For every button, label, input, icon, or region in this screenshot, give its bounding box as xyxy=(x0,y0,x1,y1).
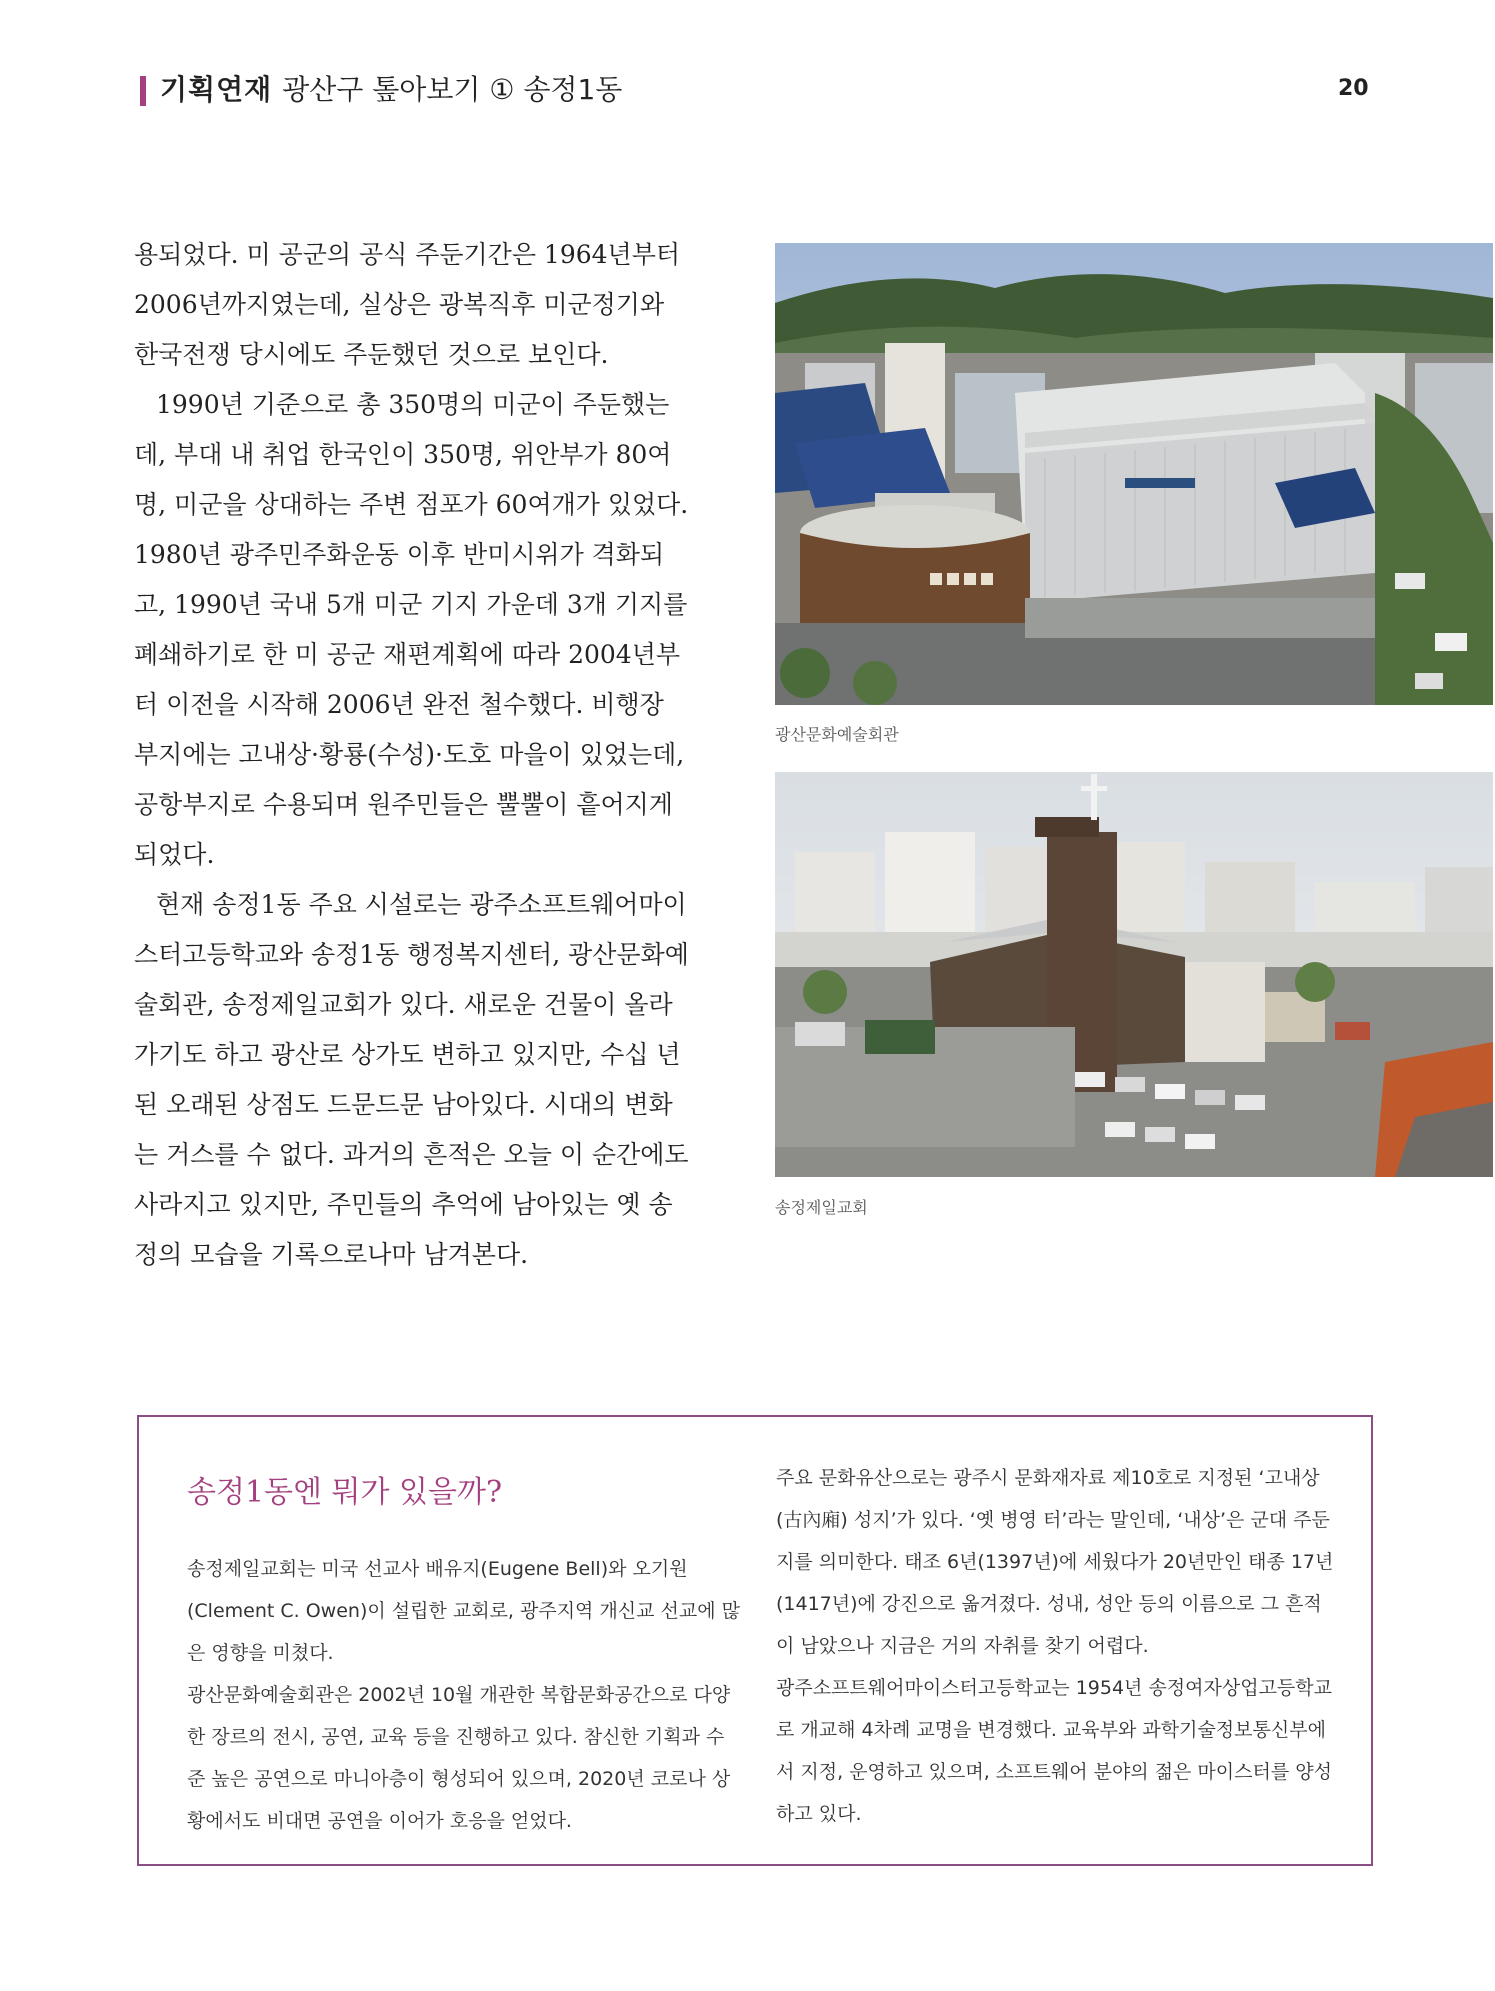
photo-arts-center xyxy=(775,243,1493,705)
article-paragraph-2: 1990년 기준으로 총 350명의 미군이 주둔했는데, 부대 내 취업 한국인이 350명, 위안부가 80여명, 미군을 상대하는 주변 점포가 60여개가 있었다. 1980년 광주민주화운동 이후 반미시위가 격화되고, 1990년 국내 5개 미군 기지 가운데 3개 기지를 폐쇄하기로 한 미 공군 재편계획에 따라 2004년부터 이전을 시작해 2006년 완전 철수했다. 비행장 부지에는 고내상·황룡(수성)·도호 마을이 있었는데, 공항부지로 수용되며 원주민들은 뿔뿔이 흩어지게 되었다. xyxy=(134,390,689,869)
photo-caption-church: 송정제일교회 xyxy=(775,1198,868,1217)
article-paragraph-1: 용되었다. 미 공군의 공식 주둔기간은 1964년부터 2006년까지였는데, 실상은 광복직후 미군정기와 한국전쟁 당시에도 주둔했던 것으로 보인다. xyxy=(134,240,681,369)
series-title: 광산구 톺아보기 ① 송정1동 xyxy=(282,73,623,106)
series-label: 기획연재 xyxy=(160,73,273,106)
info-paragraph: 광주소프트웨어마이스터고등학교는 1954년 송정여자상업고등학교로 개교해 4차례 교명을 변경했다. 교육부와 과학기술정보통신부에서 지정, 운영하고 있으며, 소프트웨어 분야의 젊은 마이스터를 양성하고 있다. xyxy=(776,1677,1332,1825)
photo-church xyxy=(775,772,1493,1177)
info-paragraph: 송정제일교회는 미국 선교사 배유지(Eugene Bell)와 오기원(Clement C. Owen)이 설립한 교회로, 광주지역 개신교 선교에 많은 영향을 미쳤다. xyxy=(187,1558,741,1664)
header-accent-bar xyxy=(140,76,146,106)
article-paragraph-3: 현재 송정1동 주요 시설로는 광주소프트웨어마이스터고등학교와 송정1동 행정복지센터, 광산문화예술회관, 송정제일교회가 있다. 새로운 건물이 올라가기도 하고 광산로 상가도 변하고 있지만, 수십 년 된 오래된 상점도 드문드문 남아있다. 시대의 변화는 거스를 수 없다. 과거의 흔적은 오늘 이 순간에도 사라지고 있지만, 주민들의 추억에 남아있는 옛 송정의 모습을 기록으로나마 남겨본다. xyxy=(134,890,689,1269)
info-box xyxy=(137,1415,1373,1866)
info-box-left-column xyxy=(187,1548,742,1842)
info-paragraph: 주요 문화유산으로는 광주시 문화재자료 제10호로 지정된 ‘고내상(古內廂) 성지’가 있다. ‘옛 병영 터’라는 말인데, ‘내상’은 군대 주둔지를 의미한다. 태조 6년(1397년)에 세웠다가 20년만인 태종 17년(1417년)에 강진으로 옮겨졌다. 성내, 성안 등의 이름으로 그 흔적이 남았으나 지금은 거의 자취를 찾기 어렵다. xyxy=(776,1467,1334,1657)
info-box-right-column xyxy=(776,1457,1336,1835)
page-number: 20 xyxy=(1338,76,1369,101)
page-header xyxy=(160,70,622,110)
article-body xyxy=(134,230,694,1280)
info-paragraph: 광산문화예술회관은 2002년 10월 개관한 복합문화공간으로 다양한 장르의 전시, 공연, 교육 등을 진행하고 있다. 참신한 기획과 수준 높은 공연으로 마니아층이 형성되어 있으며, 2020년 코로나 상황에서도 비대면 공연을 이어가 호응을 얻었다. xyxy=(187,1684,731,1832)
photo-caption-arts-center: 광산문화예술회관 xyxy=(775,725,899,744)
info-box-title: 송정1동엔 뭐가 있을까? xyxy=(187,1475,503,1510)
